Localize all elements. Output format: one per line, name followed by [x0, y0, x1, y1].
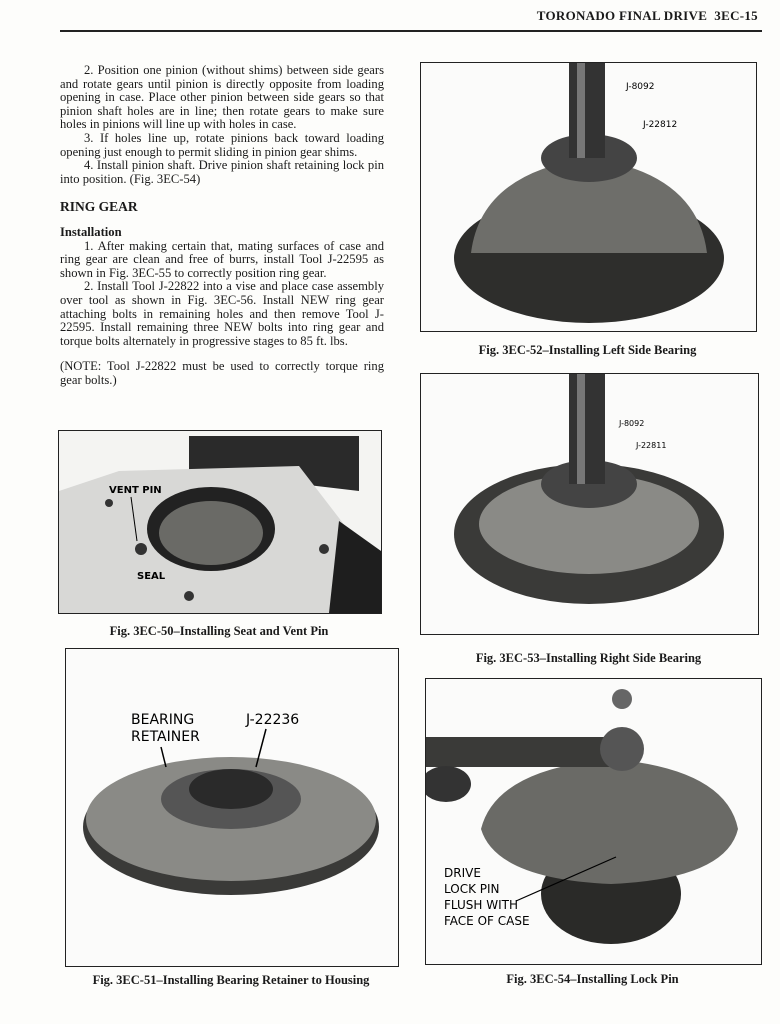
figure-54-photo — [425, 678, 762, 965]
figure-53-photo — [420, 373, 759, 635]
drive-label: DRIVE — [444, 866, 481, 880]
figure-52-caption: Fig. 3EC-52–Installing Left Side Bearing — [478, 343, 697, 357]
vent-pin-label: VENT PIN — [109, 485, 162, 496]
body-text — [60, 64, 384, 387]
step-4: 4. Install pinion shaft. Drive pinion shaft retaining lock pin into position. (Fig. 3EC-54) — [60, 158, 384, 186]
figure-50-caption: Fig. 3EC-50–Installing Seat and Vent Pin — [109, 624, 329, 638]
page-number: 3EC-15 — [714, 8, 758, 23]
flush-with-label: FLUSH WITH — [444, 898, 518, 912]
tool-label: J-22236 — [246, 712, 300, 728]
subheading: Installation — [60, 224, 122, 239]
ring-step-1: 1. After making certain that, mating surfaces of case and ring gear are clean and free of burrs, install Tool J-22595 as shown in Fig. 3EC-55 to correctly position ring gear. — [60, 238, 384, 280]
figure-51-photo — [65, 648, 399, 967]
figure-51-caption: Fig. 3EC-51–Installing Bearing Retainer to Housing — [92, 973, 370, 987]
face-of-case-label: FACE OF CASE — [444, 914, 530, 928]
j22811-label: J-22811 — [636, 441, 667, 450]
note: (NOTE: Tool J-22822 must be used to correctly torque ring gear bolts.) — [60, 359, 384, 387]
running-header — [537, 8, 758, 24]
j22812-label: J-22812 — [643, 120, 678, 130]
figure-54-caption: Fig. 3EC-54–Installing Lock Pin — [506, 972, 679, 986]
step-3: 3. If holes line up, rotate pinions back toward loading opening just enough to permit sliding in pinion gear shims. — [60, 130, 384, 159]
header-title: TORONADO FINAL DRIVE — [536, 8, 708, 23]
retainer-label: RETAINER — [131, 729, 200, 745]
figure-53-caption: Fig. 3EC-53–Installing Right Side Bearing — [475, 651, 702, 665]
bearing-label: BEARING — [131, 712, 195, 728]
lock-pin-label: LOCK PIN — [444, 882, 500, 896]
figure-52-photo — [420, 62, 757, 332]
step-2: 2. Position one pinion (without shims) between side gears and rotate gears until pinion is directly opposite from loading opening in case. Place other pinion between side gears so that pinion shaft holes are in line; then rotate gears to make sure holes in pinions will line up with holes in case. — [60, 63, 384, 132]
header-rule — [60, 30, 762, 32]
seal-label: SEAL — [137, 571, 166, 582]
figure-50-photo — [58, 430, 382, 614]
ring-step-2: 2. Install Tool J-22822 into a vise and place case assembly over tool as shown in Fig. 3EC-56. Install NEW ring gear attaching bolts in remaining holes and then remove Tool J-22595. Install remaining three NEW bolts into ring gear and torque bolts alternately in progressive stages to 85 ft. lbs. — [60, 279, 384, 348]
section-heading: RING GEAR — [60, 199, 138, 215]
j8092-label: J-8092 — [619, 419, 645, 428]
j8092-label: J-8092 — [626, 82, 655, 92]
